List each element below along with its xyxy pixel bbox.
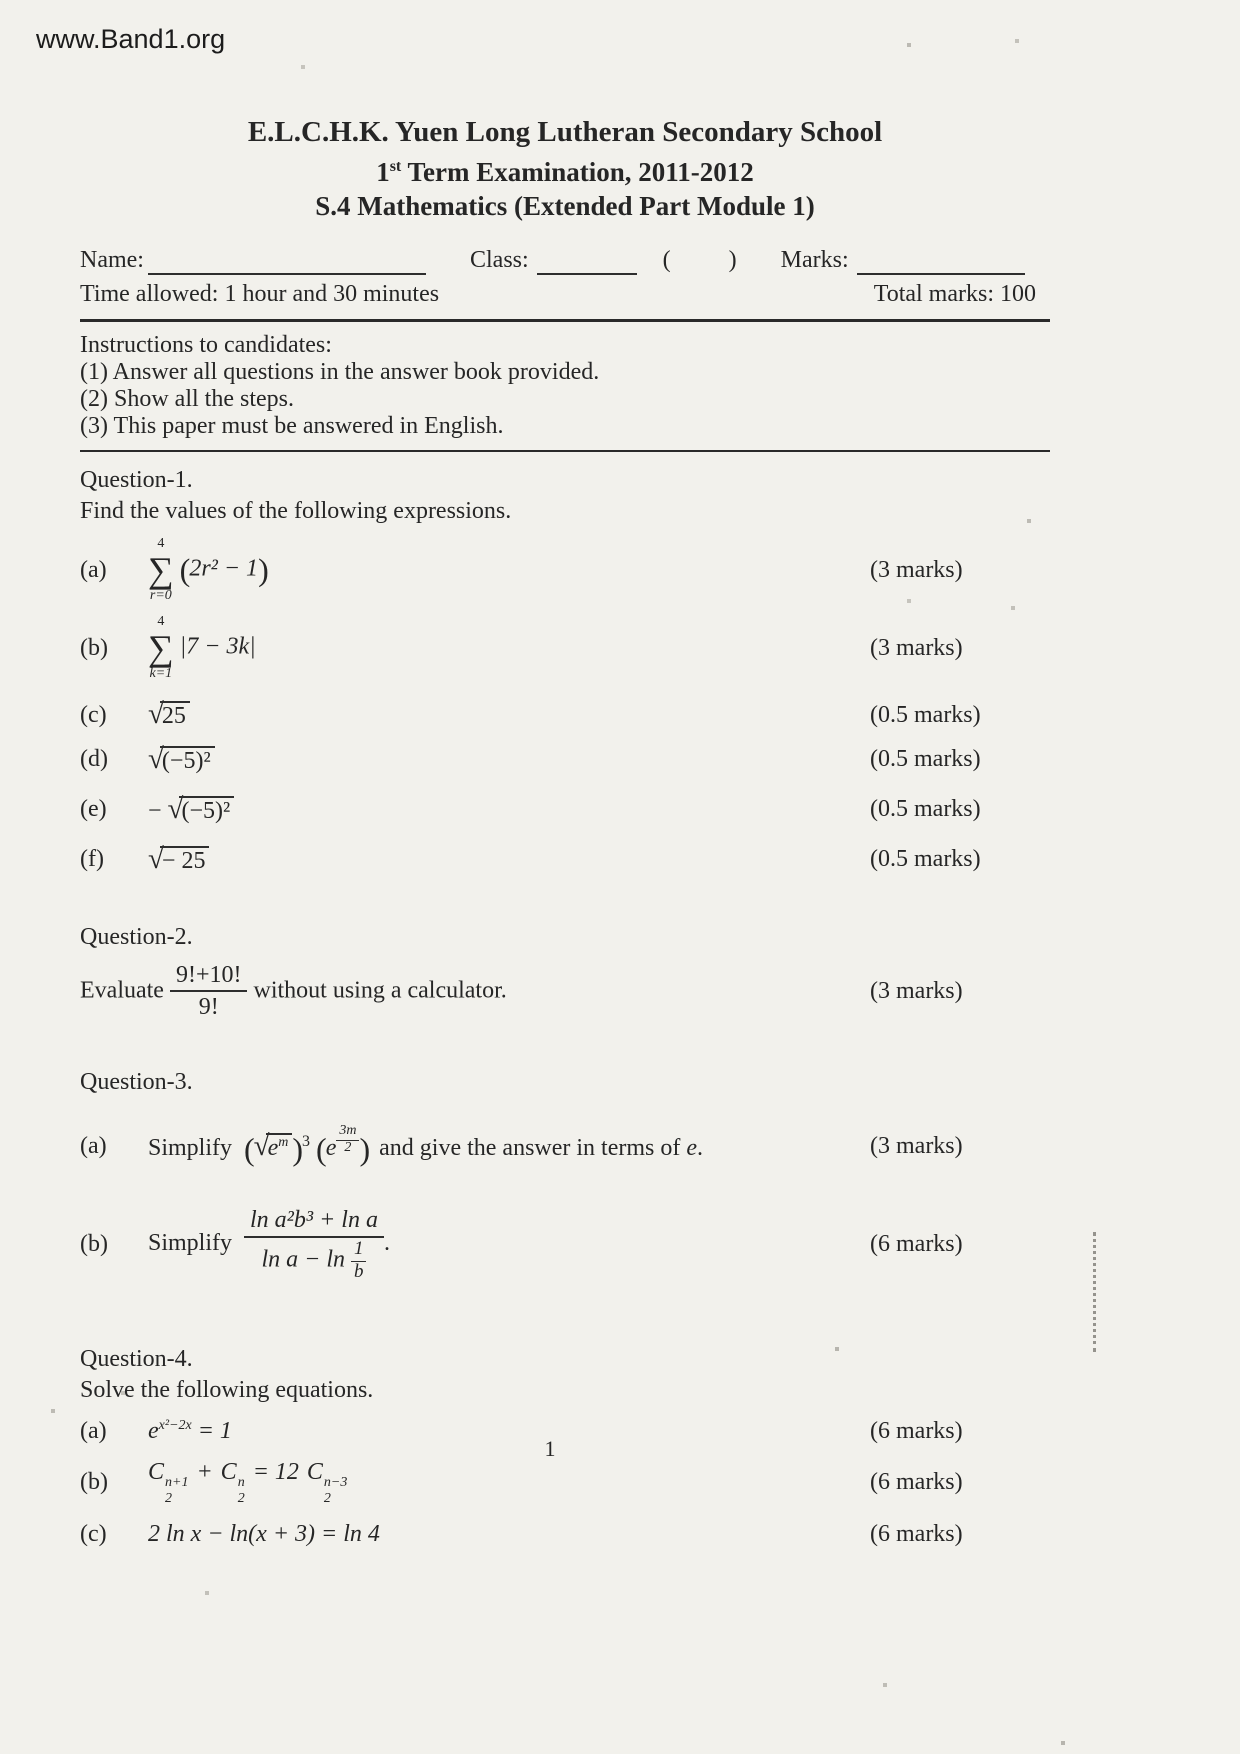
name-label: Name: <box>80 247 144 273</box>
page-number: 1 <box>544 1436 556 1461</box>
marks: (0.5 marks) <box>870 846 981 873</box>
exam-document <box>80 114 1050 1552</box>
summation-symbol <box>148 536 174 604</box>
q3a-tail-period: . <box>697 1135 704 1162</box>
question-2 <box>80 923 1050 1022</box>
q2-body <box>80 960 1050 1022</box>
q2-expression <box>80 961 507 1023</box>
class-label: Class: <box>469 247 529 273</box>
marks: (0.5 marks) <box>870 745 981 772</box>
q4-part-c <box>80 1516 1050 1552</box>
part-label: (b) <box>80 635 108 662</box>
school-name: E.L.C.H.K. Yuen Long Lutheran Secondary School <box>247 116 883 148</box>
subscript: 2 <box>237 1491 245 1507</box>
square-root <box>148 698 190 731</box>
question-1 <box>80 466 1050 877</box>
instructions <box>80 332 1050 440</box>
fraction-numerator: 1 <box>351 1239 367 1262</box>
part-label: (c) <box>80 701 107 728</box>
q2-tail: without using a calculator. <box>253 976 507 1003</box>
term-ordinal: st <box>389 158 402 175</box>
paren-close: ) <box>258 551 268 588</box>
name-blank-line <box>148 245 426 275</box>
marks-label: Marks: <box>780 247 849 273</box>
fraction-denominator: 2 <box>344 1139 352 1155</box>
term-number: 1 <box>376 157 390 187</box>
marks: (0.5 marks) <box>870 796 981 822</box>
instruction-item: (2) Show all the steps. <box>80 386 294 412</box>
q1e-expression <box>148 791 234 827</box>
superscript: n+1 <box>165 1475 189 1491</box>
q2-lead: Evaluate <box>80 976 164 1003</box>
part-label: (a) <box>80 1133 107 1160</box>
fraction <box>170 961 248 1023</box>
divider-rule <box>80 450 1050 452</box>
fraction-numerator: 3m <box>336 1124 359 1141</box>
fraction-denominator: 9! <box>198 994 219 1021</box>
square-root <box>253 1130 293 1163</box>
total-marks: Total marks: 100 <box>873 281 1036 307</box>
part-label: (b) <box>80 1231 108 1258</box>
equals-coefficient: = 12 <box>252 1459 299 1486</box>
fraction-denominator: b <box>353 1260 364 1282</box>
radical-icon: √ <box>148 843 164 876</box>
radical-icon: √ <box>253 1130 270 1163</box>
sup-sub-stack <box>165 1475 188 1507</box>
marks: (6 marks) <box>870 1469 963 1496</box>
q3a-lead: Simplify <box>148 1135 233 1162</box>
q1b-expression <box>148 614 256 682</box>
nested-fraction <box>351 1239 367 1283</box>
scan-artifact-dotted-line <box>1093 1232 1096 1352</box>
base: e <box>267 1135 279 1162</box>
exam-term-line <box>80 150 1050 189</box>
sum-upper-limit: 4 <box>157 536 165 551</box>
square-root <box>148 843 209 876</box>
superscript: n <box>237 1475 245 1491</box>
sigma-icon: ∑ <box>148 628 174 669</box>
q3a-expression <box>148 1123 703 1169</box>
marks-blank-line <box>857 245 1025 275</box>
subscript: 2 <box>165 1491 173 1507</box>
q3a-tail-variable: e <box>686 1135 698 1162</box>
part-label: (e) <box>80 796 107 822</box>
q1-part-f <box>80 841 1050 877</box>
marks: (0.5 marks) <box>870 701 981 728</box>
radicand: (−5)² <box>179 796 234 824</box>
part-label: (c) <box>80 1520 107 1547</box>
question-1-intro: Find the values of the following expressions. <box>80 498 512 524</box>
question-3 <box>80 1068 1050 1293</box>
fraction-numerator: ln a²b³ + ln a <box>244 1206 384 1238</box>
question-4-intro: Solve the following equations. <box>80 1377 374 1404</box>
paren-close: ) <box>359 1131 370 1168</box>
sum-upper-limit: 4 <box>157 614 165 630</box>
sup-sub-stack <box>324 1475 347 1507</box>
q1-part-e <box>80 791 1050 827</box>
q1-part-a <box>80 536 1050 604</box>
divider-rule <box>80 319 1050 322</box>
combination-symbol: C <box>148 1459 165 1486</box>
fraction-numerator: 9!+10! <box>170 961 248 993</box>
part-label: (a) <box>80 557 107 584</box>
q1-part-c <box>80 696 1050 732</box>
plus-operator: + <box>196 1459 213 1486</box>
fraction <box>244 1206 384 1283</box>
question-2-title: Question-2. <box>80 924 193 951</box>
radical-icon: √ <box>167 792 184 825</box>
q4-part-b <box>80 1457 1050 1507</box>
sum-body: 2r² − 1 <box>189 555 259 582</box>
exponent: m <box>278 1135 289 1151</box>
marks: (3 marks) <box>870 1133 963 1160</box>
sum-lower-limit: r=0 <box>149 588 172 604</box>
q3-part-a <box>80 1113 1050 1179</box>
marks: (3 marks) <box>870 557 963 584</box>
watermark-url: www.Band1.org <box>36 24 226 54</box>
sup-sub-stack <box>238 1475 245 1507</box>
question-4-title: Question-4. <box>80 1346 193 1373</box>
combination-symbol: C <box>306 1459 323 1486</box>
radicand: − 25 <box>160 846 210 874</box>
equation-rest: = 1 <box>191 1418 232 1445</box>
q3b-period: . <box>383 1229 390 1256</box>
candidate-info-row <box>80 241 1050 275</box>
candidate-info <box>80 241 1050 309</box>
instruction-item: (1) Answer all questions in the answer book provided. <box>80 359 600 385</box>
marks: (3 marks) <box>870 635 963 662</box>
class-paren-open: ( <box>662 247 671 273</box>
radicand: 25 <box>160 701 190 729</box>
exponent-fraction <box>336 1123 359 1155</box>
summation-symbol <box>148 614 174 682</box>
exponent: x²−2x <box>158 1418 192 1434</box>
paren-open: ( <box>244 1131 254 1168</box>
subscript: 2 <box>323 1491 331 1507</box>
q1a-expression <box>148 536 268 604</box>
q1f-expression <box>148 841 209 877</box>
q1-part-d <box>80 741 1050 777</box>
combination-symbol: C <box>220 1459 237 1486</box>
question-1-title: Question-1. <box>80 467 193 493</box>
class-blank-line <box>537 245 637 275</box>
subject-line: S.4 Mathematics (Extended Part Module 1) <box>315 191 815 221</box>
paren-close: ) <box>292 1131 303 1168</box>
q1c-expression <box>148 696 190 732</box>
superscript: n−3 <box>323 1475 348 1491</box>
time-total-row <box>80 279 1050 309</box>
instruction-item: (3) This paper must be answered in English. <box>80 413 504 439</box>
instructions-title: Instructions to candidates: <box>80 332 332 358</box>
marks: (3 marks) <box>870 978 963 1005</box>
sum-lower-limit: k=1 <box>149 666 173 682</box>
part-label: (a) <box>80 1418 107 1445</box>
sum-body: |7 − 3k| <box>179 633 256 660</box>
q3a-tail: and give the answer in terms of <box>379 1135 687 1162</box>
term-rest: Term Examination, 2011-2012 <box>401 157 754 187</box>
outer-exponent: 3 <box>302 1133 311 1151</box>
question-3-title: Question-3. <box>80 1069 193 1096</box>
marks: (6 marks) <box>870 1520 963 1547</box>
radical-icon: √ <box>148 698 164 731</box>
part-label: (f) <box>80 846 104 873</box>
q3-part-b <box>80 1195 1050 1293</box>
base: e <box>148 1418 159 1445</box>
fraction-denominator <box>255 1238 372 1283</box>
part-label: (b) <box>80 1469 108 1496</box>
negative-sign: − <box>148 797 162 824</box>
q4c-equation: 2 ln x − ln(x + 3) = ln 4 <box>148 1520 380 1547</box>
radicand: (−5)² <box>160 746 215 774</box>
marks: (6 marks) <box>870 1231 963 1258</box>
square-root <box>148 742 215 775</box>
square-root <box>167 792 235 825</box>
radical-icon: √ <box>148 742 164 775</box>
paren-open: ( <box>316 1131 326 1168</box>
class-paren-close: ) <box>728 247 737 273</box>
q4b-equation <box>148 1457 347 1507</box>
q3b-lead: Simplify <box>148 1229 233 1256</box>
exam-header <box>80 114 1050 223</box>
q1d-expression <box>148 741 215 777</box>
part-label: (d) <box>80 745 108 772</box>
base: e <box>325 1135 337 1162</box>
q3b-expression <box>148 1206 390 1283</box>
sigma-icon: ∑ <box>148 550 174 591</box>
denominator-left: ln a − ln <box>261 1246 345 1273</box>
q1-part-b <box>80 614 1050 682</box>
scan-speckles <box>0 0 2 2</box>
fraction <box>336 1124 359 1155</box>
marks: (6 marks) <box>870 1418 963 1445</box>
paren-open: ( <box>179 551 190 588</box>
radicand <box>266 1133 293 1161</box>
time-allowed: Time allowed: 1 hour and 30 minutes <box>80 281 440 307</box>
